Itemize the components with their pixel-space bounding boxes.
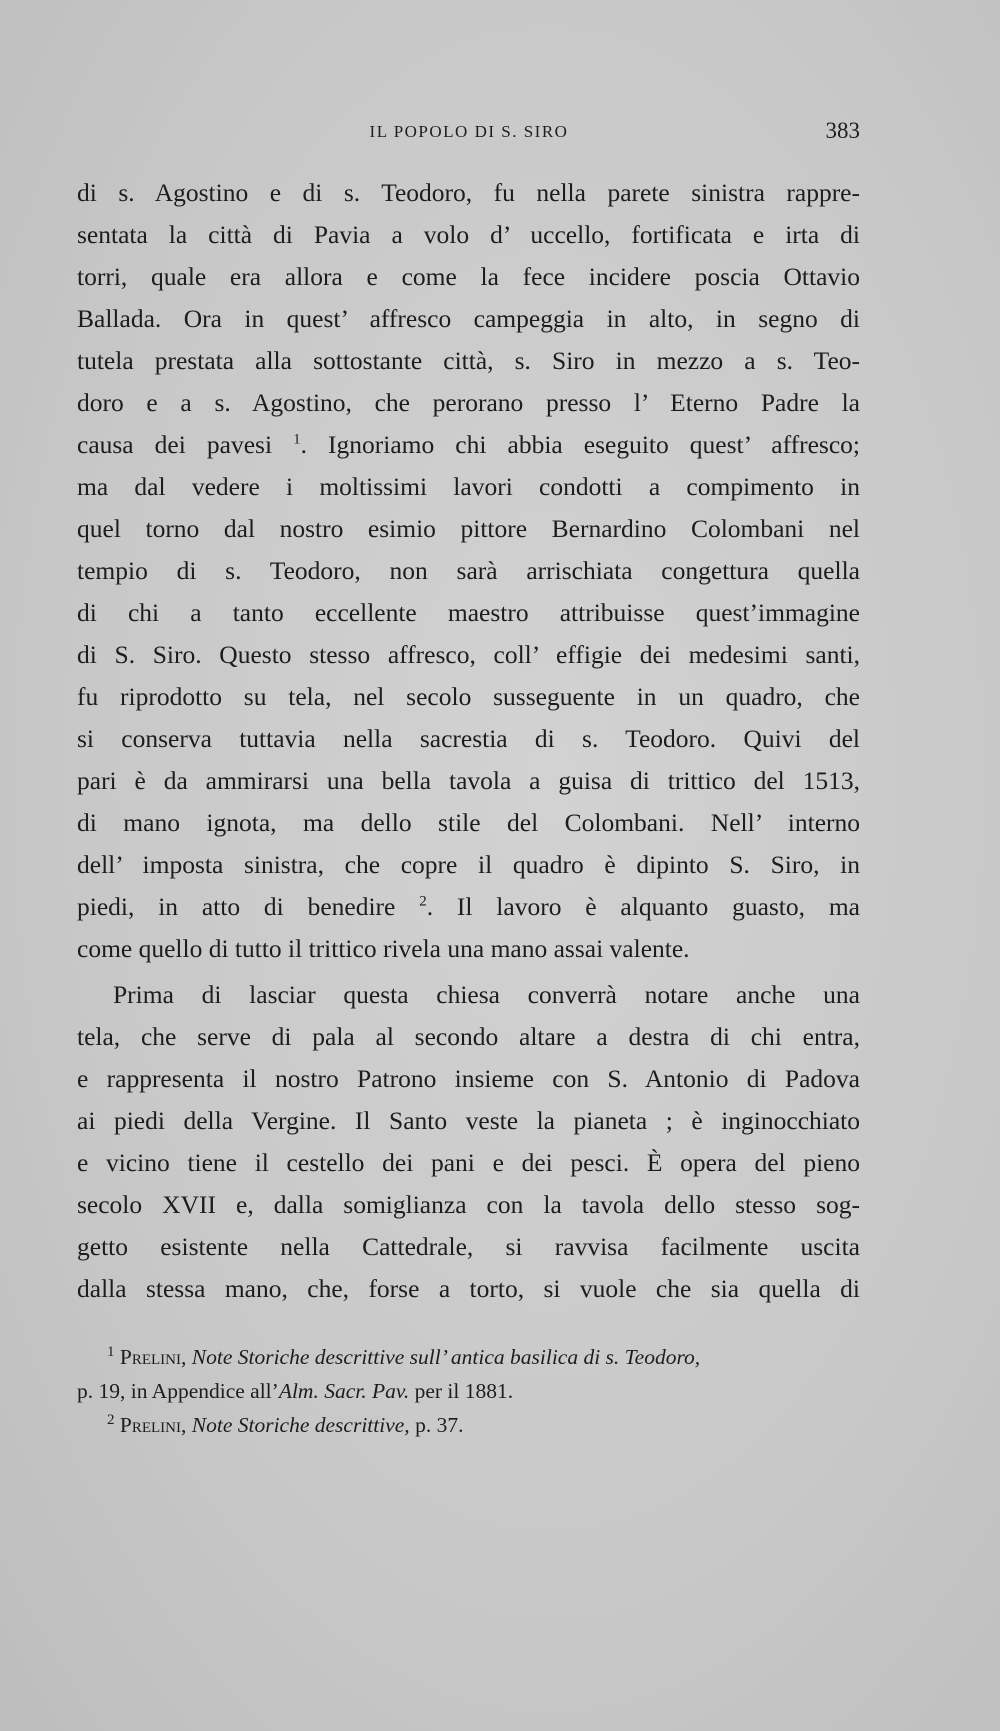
text-fragment: piedi, in atto di benedire — [77, 892, 396, 921]
footnotes — [77, 1340, 860, 1442]
text-line-with-note: causa dei pavesi $^1$. Ignoriamo chi abbia eseguito quest’ affresco; — [77, 430, 861, 459]
text-line: si conserva tuttavia nella sacrestia di s. Teodoro. Quivi del — [77, 724, 860, 753]
text-line: di chi a tanto eccellente maestro attribuisse quest’immagine — [77, 598, 860, 627]
text-line: pari è da ammirarsi una bella tavola a guisa di trittico del 1513, — [77, 766, 860, 795]
footnote-1-continuation — [77, 1374, 860, 1408]
text-line: torri, quale era allora e come la fece incidere poscia Ottavio — [77, 262, 860, 291]
text-line: di s. Agostino e di s. Teodoro, fu nella parete sinistra rappre- — [77, 178, 860, 207]
text-line: dalla stessa mano, che, forse a torto, si vuole che sia quella di — [77, 1274, 860, 1303]
footnote-1 — [77, 1340, 860, 1374]
page-number: 383 — [825, 118, 860, 143]
text-line: dell’ imposta sinistra, che copre il quadro è dipinto S. Siro, in — [77, 850, 860, 879]
text-line: tempio di s. Teodoro, non sarà arrischiata congettura quella — [77, 556, 860, 585]
text-line: sentata la città di Pavia a volo d’ uccello, fortificata e irta di — [77, 220, 860, 249]
text-line: e rappresenta il nostro Patrono insieme con S. Antonio di Padova — [77, 1064, 860, 1093]
text-line: doro e a s. Agostino, che perorano presso l’ Eterno Padre la — [77, 388, 860, 417]
text-line: come quello di tutto il trittico rivela una mano assai valente. — [77, 934, 690, 963]
text-line-with-note: piedi, in atto di benedire $^2$. Il lavoro è alquanto guasto, ma — [77, 892, 860, 921]
footnote-2 — [77, 1408, 860, 1442]
footnote-text: per il 1881. — [414, 1379, 514, 1403]
text-line: ai piedi della Vergine. Il Santo veste la pianeta ; è inginocchiato — [77, 1106, 860, 1135]
footnote-ref: 1 — [293, 431, 301, 448]
text-line: Ballada. Ora in quest’ affresco campeggia in alto, in segno di — [77, 304, 860, 333]
text-line: Prima di lasciar questa chiesa converrà notare anche una — [113, 980, 860, 1009]
text-line: tutela prestata alla sottostante città, s. Siro in mezzo a s. Teo- — [77, 346, 860, 375]
text-line: ma dal vedere i moltissimi lavori condotti a compimento in — [77, 472, 860, 501]
footnote-author: Prelini, — [119, 1413, 187, 1437]
text-line: getto esistente nella Cattedrale, si ravvisa facilmente uscita — [77, 1232, 860, 1261]
footnote-journal: Alm. Sacr. Pav. — [278, 1379, 410, 1403]
text-line: quel torno dal nostro esimio pittore Bernardino Colombani nel — [77, 514, 860, 543]
text-fragment: Ignoriamo chi abbia eseguito quest’ affresco; — [328, 430, 861, 459]
footnote-mark: 2 — [107, 1411, 115, 1428]
footnote-ref: 2 — [419, 893, 427, 910]
text-line: tela, che serve di pala al secondo altare a destra di chi entra, — [77, 1022, 860, 1051]
footnote-title: Note Storiche descrittive sull’ antica basilica di s. Teodoro, — [191, 1345, 701, 1369]
footnote-author: Prelini, — [119, 1345, 187, 1369]
text-line: fu riprodotto su tela, nel secolo susseguente in un quadro, che — [77, 682, 860, 711]
text-fragment: Il lavoro è alquanto guasto, ma — [456, 892, 860, 921]
footnote-title: Note Storiche descrittive, — [191, 1413, 410, 1437]
footnote-text: p. 37. — [415, 1413, 464, 1437]
footnote-mark: 1 — [107, 1343, 115, 1360]
text-line: di S. Siro. Questo stesso affresco, coll’ effigie dei medesimi santi, — [77, 640, 860, 669]
footnote-text: p. 19, in Appendice all’ — [77, 1379, 279, 1403]
running-head: IL POPOLO DI S. SIRO — [369, 122, 569, 141]
text-line: secolo XVII e, dalla somiglianza con la tavola dello stesso sog- — [77, 1190, 860, 1219]
text-line: di mano ignota, ma dello stile del Colombani. Nell’ interno — [77, 808, 860, 837]
page-header — [78, 118, 860, 148]
body-text — [77, 172, 860, 1310]
text-line: e vicino tiene il cestello dei pani e dei pesci. È opera del pieno — [77, 1148, 860, 1177]
text-fragment: causa dei pavesi — [77, 430, 273, 459]
